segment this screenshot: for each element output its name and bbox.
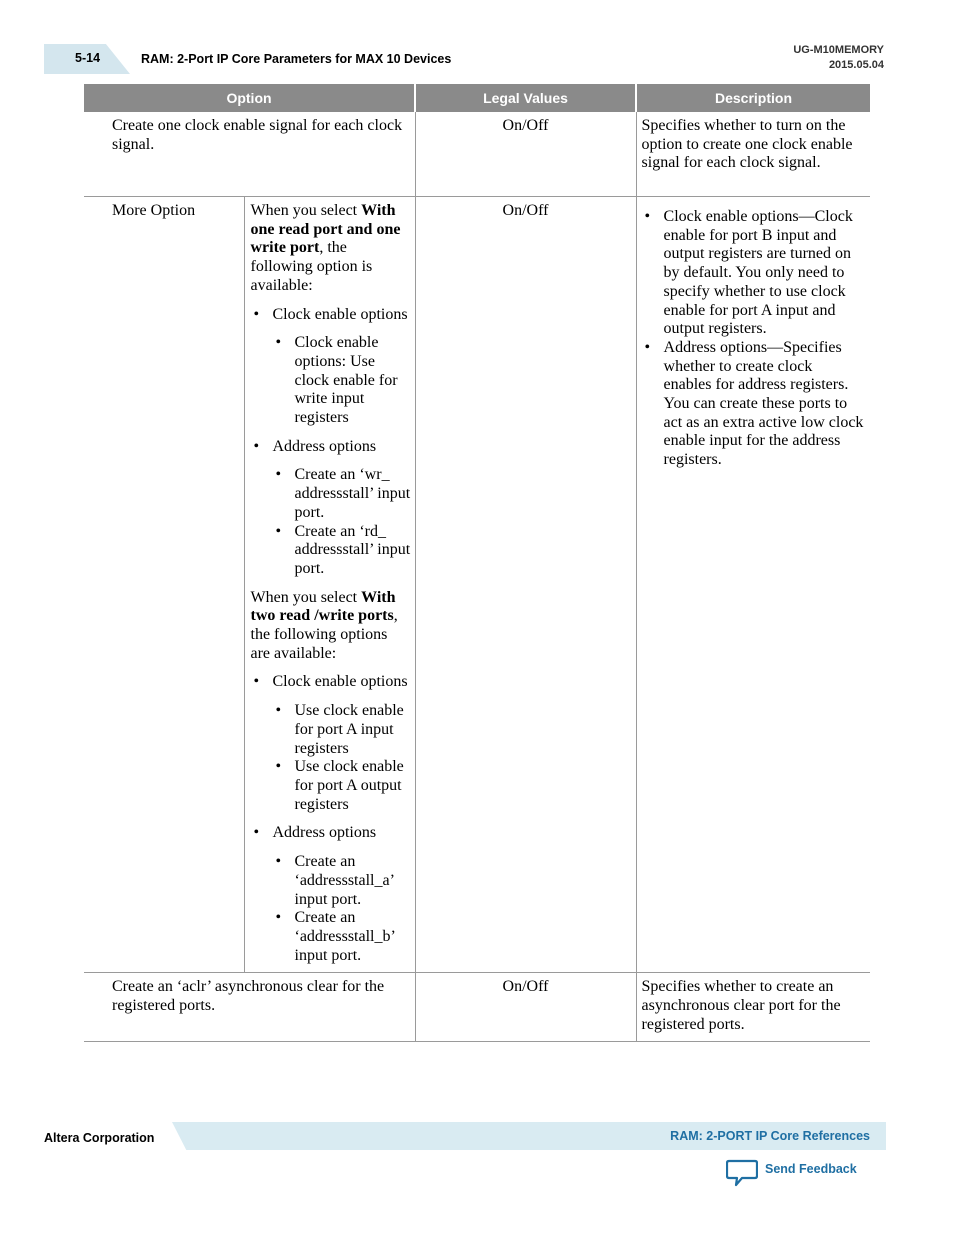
- table-header-row: [84, 84, 870, 112]
- sub-bullet-list: [273, 702, 411, 814]
- table-row: [84, 973, 870, 1042]
- list-item: • Address options • Create an ‘addressstall_a’ input port. • Create an ‘addressstall_b’ input port.: [251, 824, 411, 965]
- column-header-legal-values: Legal Values: [415, 84, 636, 112]
- speech-bubble-icon[interactable]: [726, 1159, 758, 1187]
- column-header-option: Option: [84, 84, 415, 112]
- description-cell: Specifies whether to turn on the option to create one clock enable signal for each clock signal.: [636, 112, 870, 197]
- send-feedback-link[interactable]: Send Feedback: [765, 1162, 857, 1176]
- description-cell: [636, 197, 870, 973]
- option-cell: Create one clock enable signal for each clock signal.: [84, 112, 415, 197]
- sub-option-cell: [244, 197, 415, 973]
- parameter-table: [84, 84, 870, 1042]
- list-item: • Create an ‘addressstall_a’ input port.: [273, 853, 411, 909]
- list-item: • Clock enable options—Clock enable for port B input and output registers are turned on by default. You only need to specify whether to use clock enable for port A input and output registers.: [642, 208, 865, 339]
- sub-option-paragraph: When you select With two read /write ports, the following options are available:: [250, 588, 398, 662]
- chapter-link[interactable]: RAM: 2-PORT IP Core References: [670, 1129, 870, 1143]
- column-header-description: Description: [636, 84, 870, 112]
- description-bullet-list: [642, 208, 865, 470]
- description-cell: Specifies whether to create an asynchronous clear port for the registered ports.: [636, 973, 870, 1042]
- doc-info: [793, 43, 884, 73]
- legal-values-cell: On/Off: [415, 112, 636, 197]
- table-row: [84, 112, 870, 197]
- list-item: • Create an ‘wr_ addressstall’ input port.: [273, 466, 411, 522]
- legal-values-cell: On/Off: [415, 973, 636, 1042]
- option-cell: More Option: [84, 197, 244, 973]
- list-item: • Use clock enable for port A input registers: [273, 702, 411, 758]
- list-item: • Address options—Specifies whether to create clock enables for address registers. You can create these ports to act as an extra active low clock enable input for the address registers.: [642, 339, 865, 470]
- list-item: • Create an ‘addressstall_b’ input port.: [273, 909, 411, 965]
- page-number: 5-14: [75, 51, 101, 65]
- list-item: • Address options • Create an ‘wr_ addressstall’ input port. • Create an ‘rd_ addressstall’ input port.: [251, 438, 411, 579]
- list-item: • Clock enable options: Use clock enable for write input registers: [273, 334, 411, 428]
- list-item: • Create an ‘rd_ addressstall’ input port.: [273, 523, 411, 579]
- sub-bullet-list: [273, 334, 411, 428]
- sub-option-paragraph: When you select With one read port and one write port, the following option is available:: [250, 202, 401, 294]
- doc-id: UG-M10MEMORY: [793, 44, 884, 56]
- doc-date: 2015.05.04: [828, 59, 884, 71]
- company-name: Altera Corporation: [44, 1131, 155, 1145]
- table-row: [84, 197, 870, 973]
- option-cell: Create an ‘aclr’ asynchronous clear for the registered ports.: [84, 973, 415, 1042]
- list-item: • Use clock enable for port A output registers: [273, 758, 411, 814]
- section-title: RAM: 2-Port IP Core Parameters for MAX 10 Devices: [141, 52, 452, 66]
- list-item: • Clock enable options • Clock enable options: Use clock enable for write input registers: [251, 306, 411, 428]
- legal-values-cell: On/Off: [415, 197, 636, 973]
- sub-bullet-list: [273, 466, 411, 578]
- sub-bullet-list: [273, 853, 411, 965]
- bullet-list: [251, 673, 411, 965]
- bullet-list: [251, 306, 411, 579]
- list-item: • Clock enable options • Use clock enable for port A input registers • Use clock enable for port A output registers: [251, 673, 411, 814]
